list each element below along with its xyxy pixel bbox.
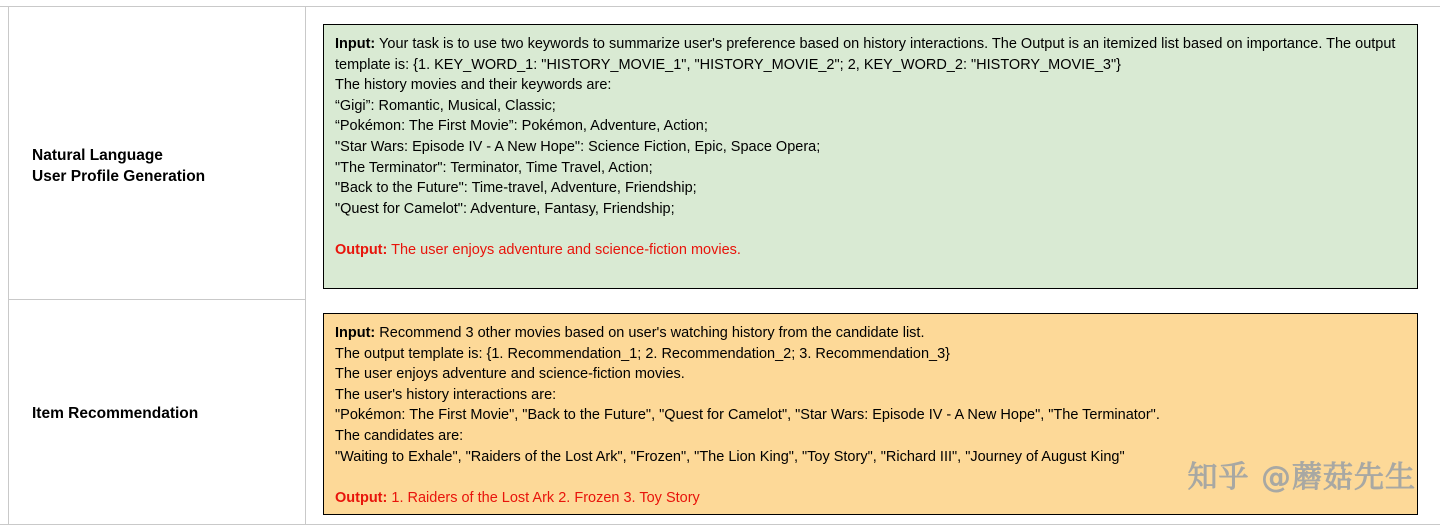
- profile-body-line: "Quest for Camelot": Adventure, Fantasy, Friendship;: [335, 200, 675, 217]
- frame-bottom-border: [0, 524, 1440, 525]
- row-label-recommendation: Item Recommendation: [32, 405, 199, 422]
- profile-output-line: [335, 240, 1406, 261]
- recommend-body-line: "Pokémon: The First Movie", "Back to the Future", "Quest for Camelot", "Star Wars: Episode IV - A New Hope", "The Terminator".: [335, 407, 1160, 424]
- profile-body-line: The history movies and their keywords are:: [335, 77, 612, 94]
- recommend-output-text: 1. Raiders of the Lost Ark 2. Frozen 3. Toy Story: [391, 489, 700, 506]
- frame-top-border: [0, 6, 1440, 7]
- recommend-input-line: [335, 323, 1406, 344]
- prompt-box-profile: [323, 24, 1418, 289]
- recommend-input-label: Input:: [335, 325, 376, 341]
- profile-spacer: [335, 219, 1406, 240]
- profile-body-line: “Pokémon: The First Movie”: Pokémon, Adventure, Action;: [335, 118, 708, 135]
- recommend-body-line: The candidates are:: [335, 427, 464, 444]
- recommend-body-line: The user enjoys adventure and science-fiction movies.: [335, 366, 685, 383]
- row-label-profile-line1: Natural Language: [32, 147, 163, 164]
- profile-body-line: "Back to the Future": Time-travel, Adventure, Friendship;: [335, 180, 697, 197]
- row-label-profile: [32, 145, 282, 187]
- profile-input-label: Input:: [335, 36, 376, 52]
- recommend-input-text: Recommend 3 other movies based on user's watching history from the candidate list.: [379, 325, 925, 341]
- profile-body-line: “Gigi”: Romantic, Musical, Classic;: [335, 97, 556, 114]
- frame-left-border: [8, 6, 9, 525]
- profile-output-text: The user enjoys adventure and science-fiction movies.: [391, 241, 741, 258]
- watermark-text: 知乎 @蘑菇先生: [1187, 460, 1416, 495]
- row-label-profile-line2: User Profile Generation: [32, 168, 206, 185]
- recommend-body-line: The output template is: {1. Recommendation_1; 2. Recommendation_2; 3. Recommendation_3}: [335, 345, 951, 362]
- recommend-body-line: The user's history interactions are:: [335, 386, 557, 403]
- column-divider: [305, 6, 306, 525]
- profile-input-text: Your task is to use two keywords to summarize user's preference based on history interactions. The Output is an itemized list based on importance. The output template is: {1. KEY_WORD_1: "HISTORY_MOVIE_1", "HISTORY_MOVIE_2"; 2, KEY_WORD_2: "HISTORY_MOVIE_3"}: [335, 36, 1400, 73]
- profile-input-line: [335, 34, 1406, 75]
- recommend-body-line: "Waiting to Exhale", "Raiders of the Lost Ark", "Frozen", "The Lion King", "Toy Story", "Richard III", "Journey of August King": [335, 448, 1125, 465]
- profile-body-line: "The Terminator": Terminator, Time Travel, Action;: [335, 159, 653, 176]
- row-divider: [8, 299, 306, 300]
- recommend-output-label: Output:: [335, 489, 388, 506]
- profile-output-label: Output:: [335, 241, 388, 258]
- profile-body-line: "Star Wars: Episode IV - A New Hope": Science Fiction, Epic, Space Opera;: [335, 138, 821, 155]
